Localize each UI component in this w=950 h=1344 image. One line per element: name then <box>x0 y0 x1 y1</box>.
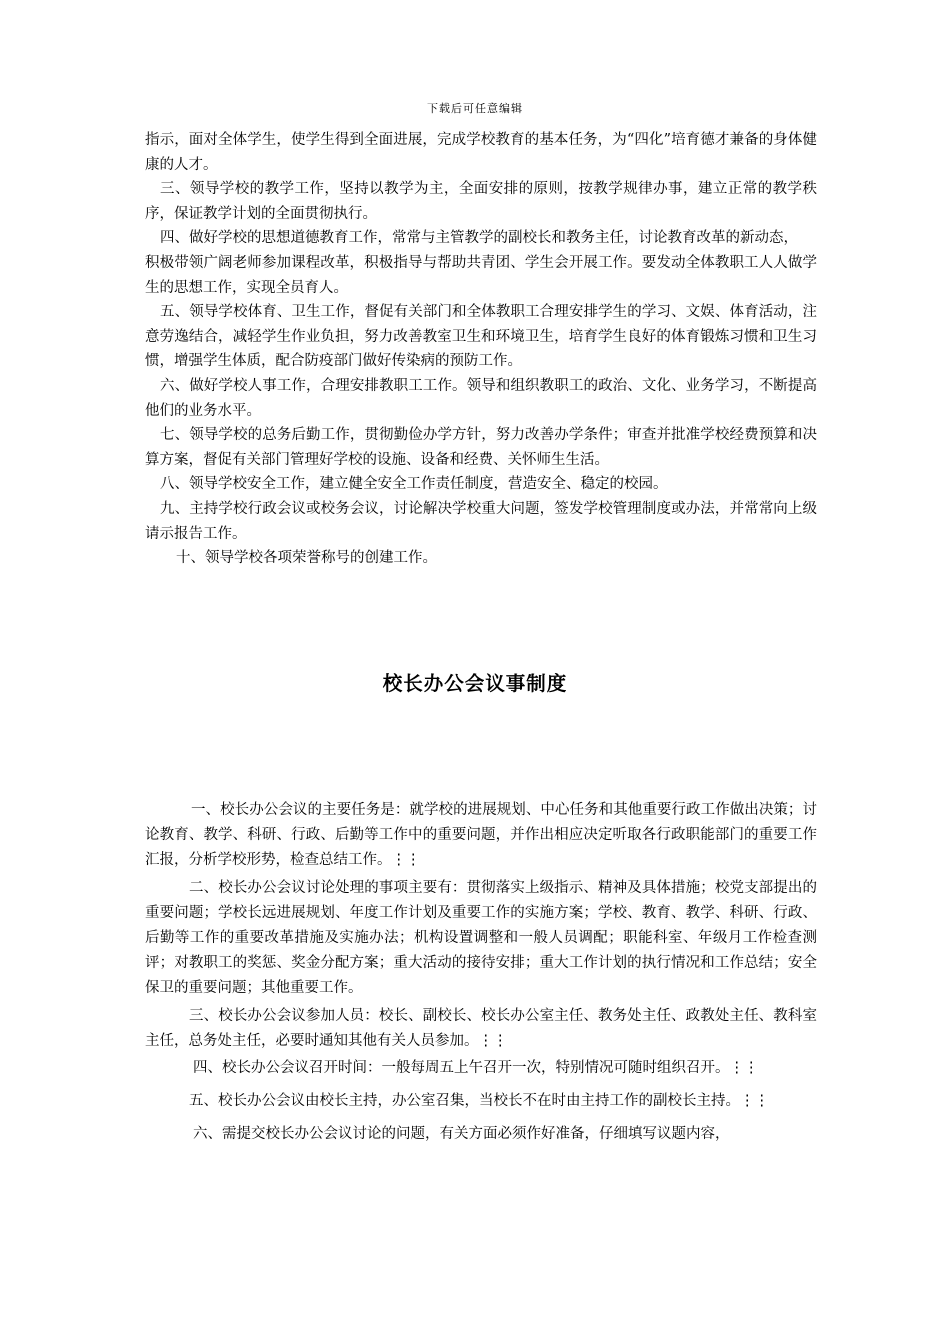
rule-item-6: 六、需提交校长办公会议讨论的问题，有关方面必须作好准备，仔细填写议题内容， <box>193 1126 730 1143</box>
paragraph-continuation: 指示，面对全体学生，使学生得到全面进展，完成学校教育的基本任务，为“四化”培育德才兼备的身体健康的人才。 <box>145 132 817 173</box>
paragraph-item-6: 六、做好学校人事工作，合理安排教职工工作。领导和组织教职工的政治、文化、业务学习，不断提高他们的业务水平。 <box>145 377 817 419</box>
paragraph-item-5: 五、领导学校体育、卫生工作，督促有关部门和全体教职工合理安排学生的学习、文娱、体育活动，注意劳逸结合，减轻学生作业负担，努力改善教室卫生和环境卫生，培育学生良好的体育锻炼习惯和卫生习惯，增强学生体质，配合防疫部门做好传染病的预防工作。 <box>145 304 817 370</box>
rule-item-4: 四、校长办公会议召开时间：一般每周五上午召开一次，特别情况可随时组织召开。⋮⋮ <box>193 1060 759 1077</box>
paragraph-item-7: 七、领导学校的总务后勤工作，贯彻勤俭办学方针，努力改善办学条件；审查并批准学校经费预算和决算方案，督促有关部门管理好学校的设施、设备和经费、关怀师生生活。 <box>145 427 817 468</box>
rule-item-3: 三、校长办公会议参加人员：校长、副校长、校长办公室主任、教务处主任、政教处主任、教科室主任，总务处主任，必要时通知其他有关人员参加。⋮⋮ <box>145 1007 817 1049</box>
rule-item-1: 一、校长办公会议的主要任务是：就学校的进展规划、中心任务和其他重要行政工作做出决策；讨论教育、教学、科研、行政、后勤等工作中的重要问题，并作出相应决定听取各行政职能部门的重要工作汇报，分析学校形势，检查总结工作。⋮⋮ <box>145 802 817 869</box>
rule-item-5: 五、校长办公会议由校长主持，办公室召集，当校长不在时由主持工作的副校长主持。⋮⋮ <box>189 1093 769 1110</box>
paragraph-item-8: 八、领导学校安全工作，建立健全安全工作责任制度，营造安全、稳定的校园。 <box>160 476 668 493</box>
paragraph-item-10: 十、领导学校各项荣誉称号的创建工作。 <box>176 550 437 567</box>
paragraph-item-4: 四、做好学校的思想道德教育工作，常常与主管教学的副校长和教务主任，讨论教育改革的新动态， <box>160 230 798 247</box>
rule-item-2: 二、校长办公会议讨论处理的事项主要有：贯彻落实上级指示、精神及具体措施；校党支部提出的重要问题；学校长远进展规划、年度工作计划及重要工作的实施方案；学校、教育、教学、科研、行政、后勤等工作的重要改革措施及实施办法；机构设置调整和一般人员调配；职能科室、年级月工作检查测评；对教职工的奖惩、奖金分配方案；重大活动的接待安排；重大工作计划的执行情况和工作总结；安全保卫的重要问题；其他重要工作。 <box>145 879 817 997</box>
paragraph-item-3: 三、领导学校的教学工作，坚持以教学为主，全面安排的原则，按教学规律办事，建立正常的教学秩序，保证教学计划的全面贯彻执行。 <box>145 181 817 222</box>
meeting-rules-section <box>145 798 817 1150</box>
paragraph-item-4-continued: 积极带领广阔老师参加课程改革，积极指导与帮助共青团、学生会开展工作。要发动全体教职工人人做学生的思想工作，实现全员育人。 <box>145 254 817 296</box>
page-header-note: 下载后可任意编辑 <box>427 102 523 115</box>
duties-section <box>145 128 817 571</box>
paragraph-item-9: 九、主持学校行政会议或校务会议，讨论解决学校重大问题，签发学校管理制度或办法，并常常向上级请示报告工作。 <box>145 500 817 542</box>
document-title: 校长办公会议事制度 <box>382 672 568 695</box>
